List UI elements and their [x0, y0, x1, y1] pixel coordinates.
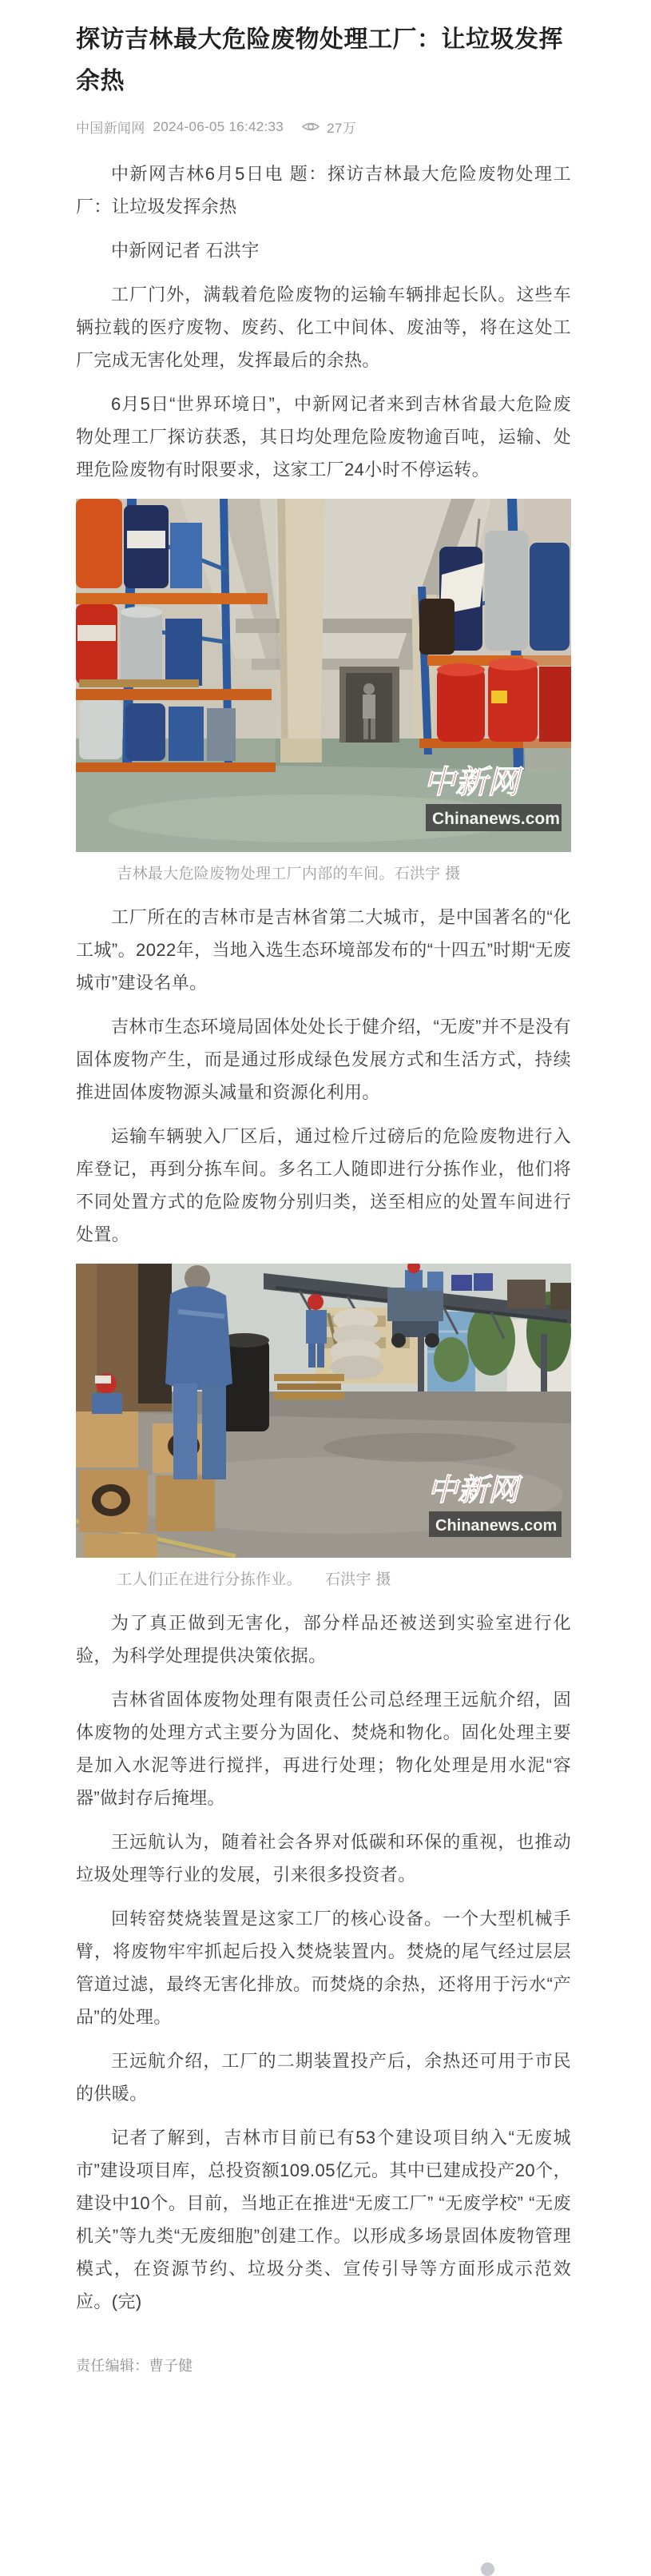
article-body	[76, 157, 571, 2375]
watermark-cn-text: 中新网	[423, 765, 519, 800]
article-paragraph: 运输车辆驶入厂区后，通过检斤过磅后的危险废物进行入库登记，再到分拣车间。多名工人随即进行分拣作业，他们将不同处置方式的危险废物分别归类，送至相应的处置车间进行处置。	[76, 1126, 571, 1244]
article-paragraph: 工厂门外，满载着危险废物的运输车辆排起长队。这些车辆拉载的医疗废物、废药、化工中间体、废油等，将在这处工厂完成无害化处理，发挥最后的余热。	[76, 285, 571, 370]
paragraph-group-c	[76, 1607, 571, 2318]
article-paragraph: 6月5日“世界环境日”，中新网记者来到吉林省最大危险废物处理工厂探访获悉，其日均处理危险废物逾百吨，运输、处理危险废物有时限要求，这家工厂24小时不停运转。	[76, 394, 571, 480]
article-paragraph: 中新网吉林6月5日电 题：探访吉林最大危险废物处理工厂：让垃圾发挥余热	[76, 164, 571, 217]
article-meta	[76, 117, 571, 137]
photo-caption: 工人们正在进行分拣作业。 石洪宇 摄	[117, 1571, 391, 1588]
photo-caption: 吉林最大危险废物处理工厂内部的车间。石洪宇 摄	[117, 866, 461, 882]
source-name: 中国新闻网	[76, 121, 145, 136]
watermark-en-text: Chinanews.com	[432, 810, 560, 828]
article-paragraph: 吉林省固体废物处理有限责任公司总经理王远航介绍，固体废物的处理方式主要分为固化、焚烧和物化。固化处理主要是加入水泥等进行搅拌，再进行处理；物化处理是用水泥“容器”做封存后掩埋。	[76, 1690, 571, 1808]
editor-line: 责任编辑：曹子健	[76, 2358, 193, 2374]
paragraph-group-b	[76, 901, 571, 1251]
article-paragraph: 王远航认为，随着社会各界对低碳和环保的重视，也推动垃圾处理等行业的发展，引来很多投资者。	[76, 1832, 571, 1885]
article-page	[76, 0, 571, 2375]
article-photo-warehouse[interactable]	[76, 499, 571, 885]
watermark-en-text: Chinanews.com	[435, 1517, 558, 1535]
article-paragraph: 记者了解到，吉林市目前已有53个建设项目纳入“无废城市”建设项目库，总投资额109.05亿元。其中已建成投产20个，建设中10个。目前，当地正在推进“无废工厂” “无废学校” “无废机关”等九类“无废细胞”创建工作。以形成多场景固体废物管理模式，在资源节约、垃圾分类、宣传引导等方面形成示范效应。(完)	[76, 2128, 571, 2311]
eye-icon	[301, 120, 320, 133]
article-paragraph: 中新网记者 石洪宇	[111, 241, 260, 261]
warehouse-photo-illustration	[76, 499, 571, 852]
article-paragraph: 回转窑焚烧装置是这家工厂的核心设备。一个大型机械手臂，将废物牢牢抓起后投入焚烧装置内。焚烧的尾气经过层层管道过滤，最终无害化排放。而焚烧的余热，还将用于污水“产品”的处理。	[76, 1909, 571, 2027]
back-to-top-button[interactable]	[481, 2562, 494, 2576]
view-count: 27万	[327, 121, 356, 136]
watermark-cn-text: 中新网	[427, 1474, 519, 1507]
sorting-yard-photo-illustration	[76, 1264, 571, 1558]
paragraph-group-a	[76, 157, 571, 486]
article-paragraph: 吉林市生态环境局固体处处长于健介绍，“无废”并不是没有固体废物产生，而是通过形成绿色发展方式和生活方式，持续推进固体废物源头减量和资源化利用。	[76, 1017, 571, 1102]
article-photo-sorting[interactable]	[76, 1264, 571, 1591]
page-title: 探访吉林最大危险废物处理工厂：让垃圾发挥余热	[76, 26, 563, 94]
article-paragraph: 工厂所在的吉林市是吉林省第二大城市，是中国著名的“化工城”。2022年，当地入选生态环境部发布的“十四五”时期“无废城市”建设名单。	[76, 907, 571, 993]
publish-time: 2024-06-05 16:42:33	[153, 118, 284, 134]
article-paragraph: 王远航介绍，工厂的二期装置投产后，余热还可用于市民的供暖。	[76, 2051, 571, 2104]
article-paragraph: 为了真正做到无害化，部分样品还被送到实验室进行化验，为科学处理提供决策依据。	[76, 1613, 571, 1666]
